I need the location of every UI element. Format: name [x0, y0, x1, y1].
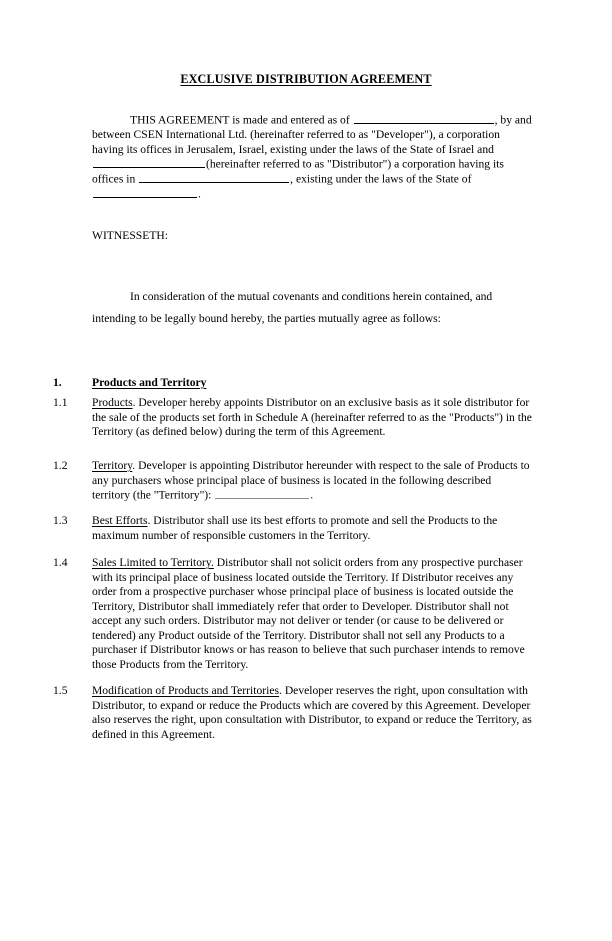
clause-number: 1.4: [53, 556, 68, 569]
clause-number: 1.2: [53, 459, 68, 472]
fill-in-territory[interactable]: [215, 488, 309, 499]
clause-number: 1.3: [53, 514, 68, 527]
clause-lead-in: Best Efforts: [92, 514, 148, 527]
clause-number: 1.5: [53, 684, 68, 697]
page-title: [0, 72, 612, 87]
section-title: Products and Territory: [92, 376, 207, 389]
witnesseth-heading: WITNESSETH:: [92, 229, 168, 242]
fill-in-distributor-state[interactable]: [93, 187, 197, 198]
clause-text: Distributor shall not solicit orders from any prospective purchaser with its principal place of business located outside the Territory. If Distributor receives any order from a prospective purchaser whose principal place of business is located outside the Territory, Distributor shall immediately refer that order to Developer. Distributor shall not accept any such orders. Distributor may not deliver or tender (or cause to be delivered or tendered) any Product outside of the Territory. Distributor shall not sell any Products to a purchaser if Distributor knows or has reason to believe that such purchaser intends to remove those Products from the Territory.: [92, 556, 525, 671]
fill-in-distributor-offices[interactable]: [139, 172, 289, 183]
clause-body: [92, 684, 532, 742]
clause-lead-in: Modification of Products and Territories: [92, 684, 280, 697]
fill-in-distributor-name[interactable]: [93, 157, 205, 168]
consideration-paragraph: In consideration of the mutual covenants and conditions herein contained, and intending to be legally bound hereby, the parties mutually agree as follows:: [92, 290, 493, 325]
recitals-paragraph: [92, 113, 532, 203]
recitals-part-2: , by and between CSEN International Ltd. (hereinafter referred to as "Developer"), a corporation having its offices in Jerusalem, Israel, existing under the laws of the State of Israel and: [92, 113, 532, 156]
clause-lead-in: Territory: [92, 459, 133, 472]
clause-lead-in: Products: [92, 396, 133, 409]
recitals-part-4: , existing under the laws of the State of: [290, 172, 472, 186]
recitals-part-5: .: [198, 187, 201, 201]
clause-body: [92, 459, 532, 503]
page-title-text: EXCLUSIVE DISTRIBUTION AGREEMENT: [180, 72, 432, 86]
fill-in-date[interactable]: [354, 113, 494, 124]
recitals-part-1: THIS AGREEMENT is made and entered as of: [130, 113, 353, 127]
clause-number: 1.1: [53, 396, 68, 409]
clause-text: . Distributor shall use its best efforts to promote and sell the Products to the maximum number of responsible customers in the Territory.: [92, 514, 498, 542]
section-number: 1.: [53, 376, 62, 389]
clause-text: . Developer is appointing Distributor hereunder with respect to the sale of Products to any purchasers whose principal place of business is located in the following described territory (the "Territory"):: [92, 459, 530, 502]
clause-body: [92, 556, 532, 672]
clause-text: . Developer hereby appoints Distributor on an exclusive basis as it sole distributor for the sale of the products set forth in Schedule A (hereinafter referred to as the "Products") in the Territory (as defined below) during the term of this Agreement.: [92, 396, 532, 439]
clause-text: . Developer reserves the right, upon consultation with Distributor, to expand or reduce the Products which are covered by this Agreement. Developer also reserves the right, upon consultation with Distributor, to expand or reduce the Territory, as defined in this Agreement.: [92, 684, 532, 741]
clause-lead-in: Sales Limited to Territory.: [92, 556, 214, 569]
recitals-part-3: (hereinafter referred to as "Distributor") a corporation having its offices in: [92, 157, 504, 186]
clause-text-tail: .: [310, 488, 314, 502]
clause-body: [92, 396, 532, 440]
clause-body: [92, 514, 532, 543]
